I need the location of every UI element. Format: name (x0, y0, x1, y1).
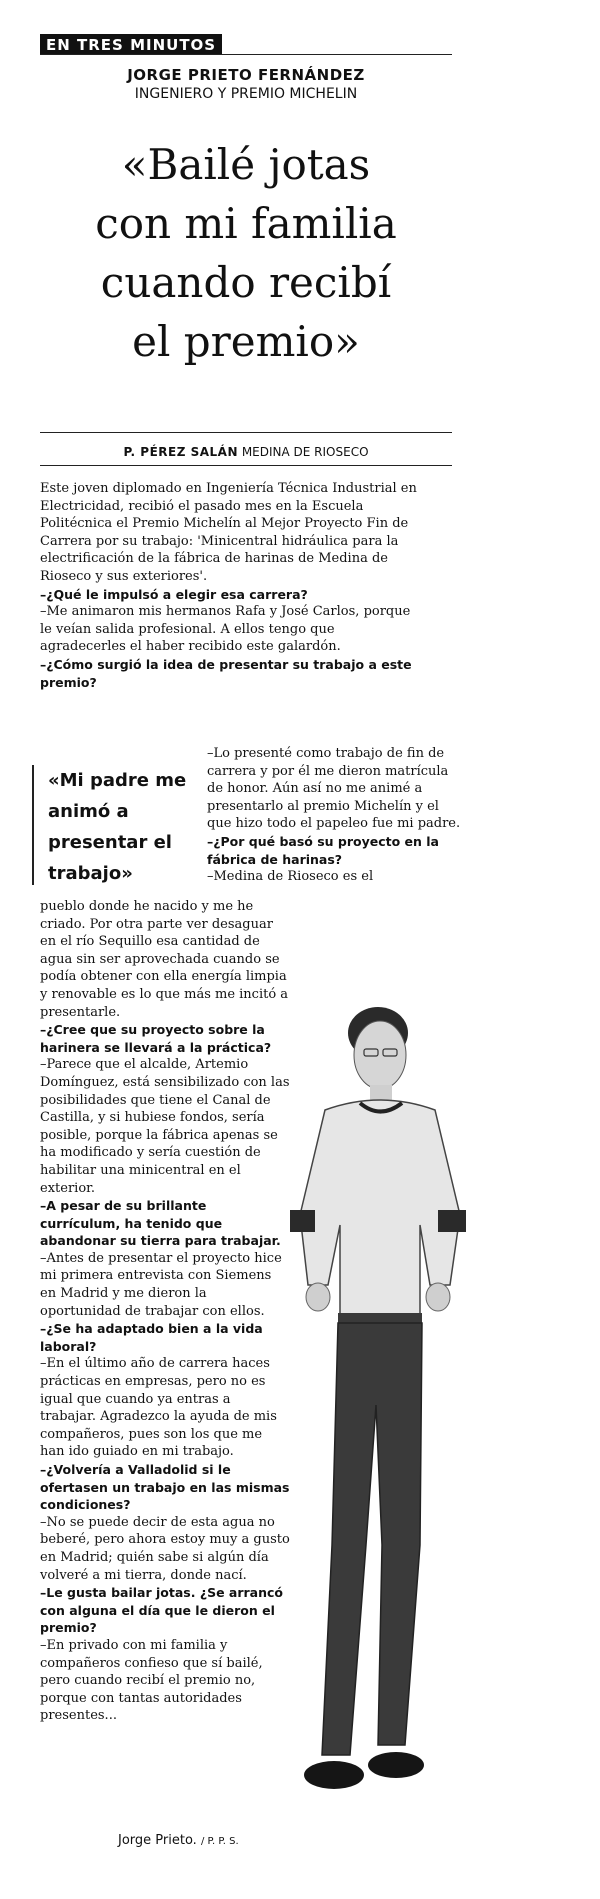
answer: –Antes de presentar el proyecto hice mi primera entrevista con Siemens en Madrid y me dieron la oportunidad de trabajar con ellos. (40, 1250, 282, 1319)
caption-credit: / P. P. S. (200, 1836, 239, 1847)
question: –¿Cómo surgió la idea de presentar su trabajo a este premio? (40, 656, 412, 690)
byline-location: MEDINA DE RIOSECO (241, 445, 369, 459)
photo-caption (118, 1833, 239, 1848)
right-shoe (368, 1752, 424, 1778)
headline-line: con mi familia (95, 199, 397, 248)
question: –¿Se ha adaptado bien a la vida laboral? (40, 1321, 263, 1354)
sleeve-stripe (438, 1210, 466, 1232)
left-shoe (304, 1761, 364, 1789)
portrait-photo (270, 985, 475, 1810)
section-label: EN TRES MINUTOS (40, 34, 222, 55)
interviewee-role: INGENIERO Y PREMIO MICHELIN (134, 86, 358, 102)
top-rule (40, 54, 452, 55)
question: –¿Qué le impulsó a elegir esa carrera? (40, 586, 308, 602)
headline-line: cuando recibí (100, 258, 392, 307)
article-body-lower (40, 898, 290, 1725)
headline (0, 135, 492, 371)
left-hand (306, 1283, 330, 1311)
byline (0, 445, 492, 459)
byline-rule-bottom (40, 465, 452, 466)
pull-quote: «Mi padre me animó a presentar el trabajo» (32, 765, 208, 885)
answer: –Parece que el alcalde, Artemio Domínguez, está sensibilizado con las posibilidades que tiene el Canal de Castilla, y si hubiese fondos, sería posible, porque la fábrica apenas se ha modificado y sería cuestión de habilitar una minicentral en el exterior. (40, 1057, 290, 1196)
answer: –No se puede decir de esta agua no beberé, pero ahora estoy muy a gusto en Madrid; quién sabe si algún día volveré a mi tierra, donde nací. (40, 1514, 290, 1583)
article-body-upper (40, 480, 420, 691)
headline-line: «Bailé jotas (121, 140, 371, 189)
sleeve-stripe (290, 1210, 315, 1232)
answer: –En privado con mi familia y compañeros confieso que sí bailé, pero cuando recibí el premio no, porque con tantas autoridades presentes... (40, 1637, 263, 1724)
belt (338, 1313, 422, 1323)
question: –A pesar de su brillante currículum, ha tenido que abandonar su tierra para trabajar. (40, 1198, 281, 1249)
question: –¿Volvería a Valladolid si le ofertasen un trabajo en las mismas condiciones? (40, 1462, 290, 1513)
byline-author: P. PÉREZ SALÁN (123, 445, 238, 459)
interviewee-name: JORGE PRIETO FERNÁNDEZ (127, 66, 365, 84)
question: –¿Cree que su proyecto sobre la harinera se llevará a la práctica? (40, 1022, 272, 1055)
jeans (322, 1323, 422, 1755)
headline-line: el premio» (132, 317, 360, 366)
answer: pueblo donde he nacido y me he criado. Por otra parte ver desaguar en el río Sequillo esa cantidad de agua sin ser aprovechada cuando se podía obtener con ella energía limpia y renovable es lo que más me incitó a presentarle. (40, 899, 289, 1020)
question: –Le gusta bailar jotas. ¿Se arrancó con alguna el día que le dieron el premio? (40, 1585, 283, 1636)
answer: –Medina de Rioseco es el (207, 869, 374, 885)
article-body-side (207, 745, 465, 886)
face (354, 1021, 406, 1089)
caption-name: Jorge Prieto. (118, 1833, 197, 1848)
answer: –Me animaron mis hermanos Rafa y José Carlos, porque le veían salida profesional. A ellos tengo que agradecerles el haber recibido este galardón. (40, 604, 411, 655)
intro-paragraph: Este joven diplomado en Ingeniería Técnica Industrial en Electricidad, recibió el pasado mes en la Escuela Politécnica el Premio Michelín al Mejor Proyecto Fin de Carrera por su trabajo: 'Minicentral hidráulica para la electrificación de la fábrica de harinas de Medina de Rioseco y sus exteriores'. (40, 481, 417, 584)
byline-rule-top (40, 432, 452, 433)
answer: –En el último año de carrera haces prácticas en empresas, pero no es igual que cuando ya entras a trabajar. Agradezco la ayuda de mis compañeros, pues son los que me han ido guiado en mi trabajo. (40, 1356, 277, 1460)
right-hand (426, 1283, 450, 1311)
question: –¿Por qué basó su proyecto en la fábrica de harinas? (207, 833, 439, 867)
answer: –Lo presenté como trabajo de fin de carrera y por él me dieron matrícula de honor. Aún así no me animé a presentarlo al premio Michelín y el que hizo todo el papeleo fue mi padre. (207, 746, 461, 832)
